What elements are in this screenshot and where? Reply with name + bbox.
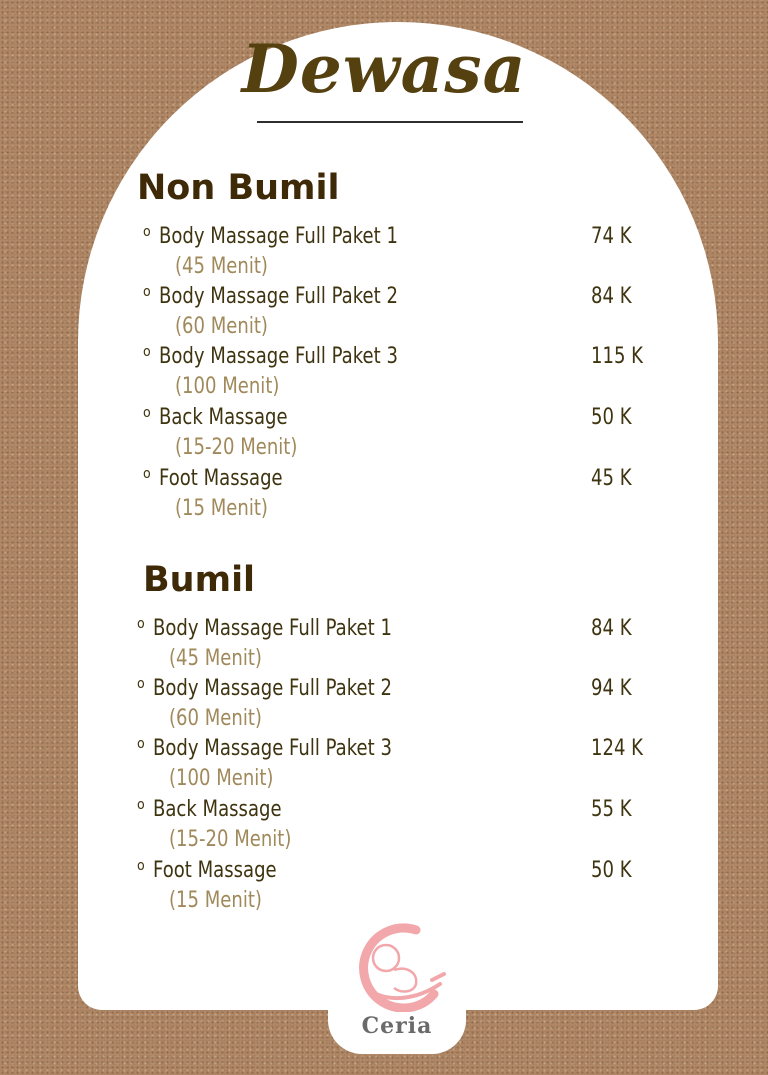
page-title: Dewasa xyxy=(241,30,527,108)
bullet: o xyxy=(143,344,151,360)
item-duration: (60 Menit) xyxy=(169,706,262,731)
item-name: Body Massage Full Paket 1 xyxy=(159,224,398,249)
item-price: 55 K xyxy=(591,797,632,822)
item-price: 124 K xyxy=(591,736,644,761)
item-name: Back Massage xyxy=(159,405,288,430)
item-price: 50 K xyxy=(591,405,632,430)
item-duration: (15 Menit) xyxy=(175,496,268,521)
item-price: 74 K xyxy=(591,224,632,249)
list-item xyxy=(137,858,657,918)
item-name: Body Massage Full Paket 2 xyxy=(153,676,392,701)
list-item xyxy=(143,284,663,344)
item-duration: (15-20 Menit) xyxy=(175,435,298,460)
item-price: 45 K xyxy=(591,466,632,491)
item-duration: (15 Menit) xyxy=(169,888,262,913)
item-price: 115 K xyxy=(591,344,644,369)
bullet: o xyxy=(143,405,151,421)
bullet: o xyxy=(137,676,145,692)
item-name: Foot Massage xyxy=(159,466,283,491)
title-underline xyxy=(257,121,523,123)
item-price: 94 K xyxy=(591,676,632,701)
bullet: o xyxy=(137,736,145,752)
bullet: o xyxy=(143,224,151,240)
logo-name: Ceria xyxy=(361,1013,433,1039)
item-price: 50 K xyxy=(591,858,632,883)
bullet: o xyxy=(143,284,151,300)
section-title-bumil: Bumil xyxy=(143,560,256,600)
bullet: o xyxy=(143,466,151,482)
item-duration: (60 Menit) xyxy=(175,314,268,339)
list-item xyxy=(137,616,657,676)
list-item xyxy=(137,676,657,736)
list-item xyxy=(143,466,663,526)
item-price: 84 K xyxy=(591,284,632,309)
baby-in-hand-icon xyxy=(346,922,452,1012)
item-name: Body Massage Full Paket 3 xyxy=(153,736,392,761)
list-item xyxy=(143,224,663,284)
item-name: Body Massage Full Paket 2 xyxy=(159,284,398,309)
item-name: Body Massage Full Paket 3 xyxy=(159,344,398,369)
item-duration: (45 Menit) xyxy=(175,254,268,279)
item-duration: (45 Menit) xyxy=(169,646,262,671)
bullet: o xyxy=(137,797,145,813)
item-duration: (15-20 Menit) xyxy=(169,827,292,852)
list-item xyxy=(137,736,657,796)
item-name: Back Massage xyxy=(153,797,282,822)
item-duration: (100 Menit) xyxy=(175,374,280,399)
list-item xyxy=(143,405,663,465)
bullet: o xyxy=(137,616,145,632)
item-name: Body Massage Full Paket 1 xyxy=(153,616,392,641)
section-title-non-bumil: Non Bumil xyxy=(137,168,340,208)
item-price: 84 K xyxy=(591,616,632,641)
list-item xyxy=(137,797,657,857)
item-name: Foot Massage xyxy=(153,858,277,883)
bullet: o xyxy=(137,858,145,874)
item-duration: (100 Menit) xyxy=(169,766,274,791)
list-item xyxy=(143,344,663,404)
